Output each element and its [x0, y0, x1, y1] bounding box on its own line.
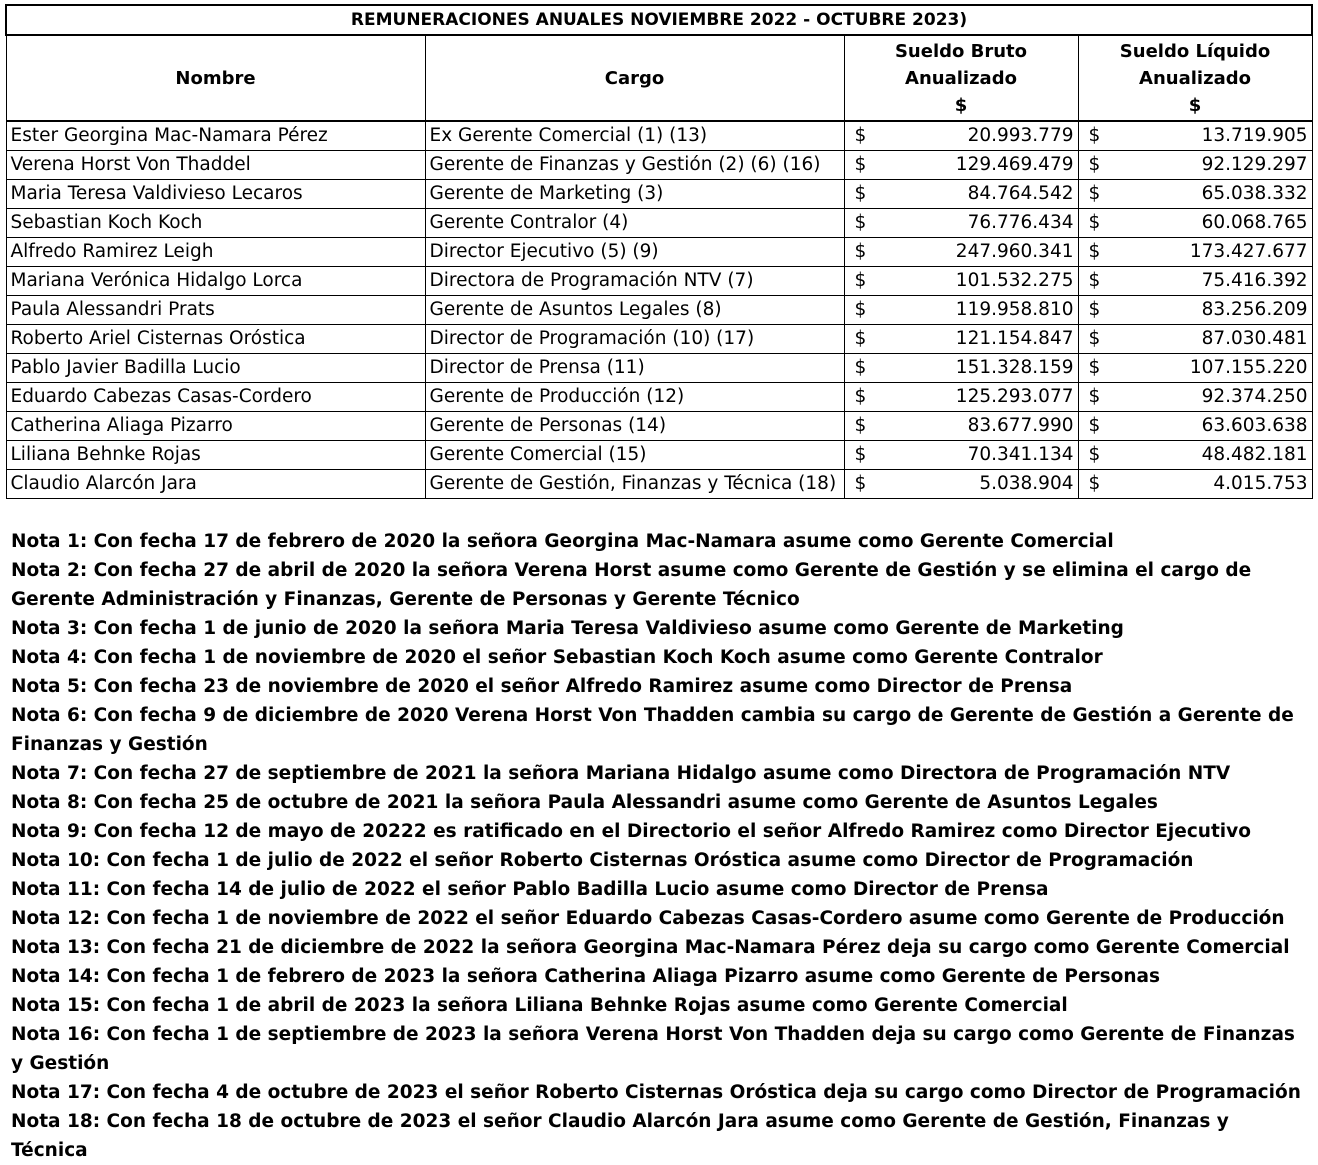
cell-nombre: Sebastian Koch Koch: [6, 209, 425, 238]
header-liquido-line1: Sueldo Líquido: [1119, 40, 1271, 62]
cell-nombre: Maria Teresa Valdivieso Lecaros: [6, 180, 425, 209]
cell-sueldo-liquido: [1078, 354, 1312, 383]
amount-value: 87.030.481: [1201, 328, 1308, 349]
cell-sueldo-bruto: [844, 441, 1078, 470]
amount-value: 119.958.810: [955, 299, 1074, 320]
amount-value: 63.603.638: [1201, 415, 1308, 436]
currency-symbol: $: [1088, 154, 1101, 175]
note-item: Nota 12: Con fecha 1 de noviembre de 2022 el señor Eduardo Cabezas Casas-Cordero asume como Gerente de Producción: [11, 908, 1285, 929]
cell-sueldo-liquido: [1078, 209, 1312, 238]
cell-sueldo-bruto: [844, 412, 1078, 441]
amount-value: 60.068.765: [1201, 212, 1308, 233]
cell-cargo: Gerente de Marketing (3): [425, 180, 844, 209]
table-row: [6, 383, 1312, 412]
amount-value: 101.532.275: [955, 270, 1074, 291]
cell-nombre: Ester Georgina Mac-Namara Pérez: [6, 121, 425, 151]
note-item: Nota 9: Con fecha 12 de mayo de 20222 es ratificado en el Directorio el señor Alfredo Ramirez como Director Ejecutivo: [11, 821, 1251, 842]
cell-sueldo-liquido: [1078, 412, 1312, 441]
note-item: Nota 5: Con fecha 23 de noviembre de 2020 el señor Alfredo Ramirez asume como Director de Prensa: [11, 676, 1073, 697]
currency-symbol: $: [854, 357, 867, 378]
currency-symbol: $: [1088, 183, 1101, 204]
table-row: [6, 121, 1312, 151]
notes-section: [5, 527, 1311, 1165]
cell-cargo: Ex Gerente Comercial (1) (13): [425, 121, 844, 151]
cell-sueldo-liquido: [1078, 151, 1312, 180]
header-bruto-line3: $: [954, 94, 968, 116]
cell-sueldo-bruto: [844, 209, 1078, 238]
header-liquido-line2: Anualizado: [1139, 67, 1251, 89]
note-item: Nota 4: Con fecha 1 de noviembre de 2020 el señor Sebastian Koch Koch asume como Gerente Contralor: [11, 647, 1103, 668]
amount-value: 4.015.753: [1213, 473, 1308, 494]
cell-nombre: Liliana Behnke Rojas: [6, 441, 425, 470]
document: [5, 4, 1311, 1165]
cell-sueldo-liquido: [1078, 325, 1312, 354]
header-bruto-line1: Sueldo Bruto: [894, 40, 1028, 62]
cell-sueldo-bruto: [844, 121, 1078, 151]
note-item: Nota 7: Con fecha 27 de septiembre de 2021 la señora Mariana Hidalgo asume como Directora de Programación NTV: [11, 763, 1231, 784]
cell-sueldo-liquido: [1078, 470, 1312, 499]
cell-cargo: Gerente de Finanzas y Gestión (2) (6) (16): [425, 151, 844, 180]
note-item: Nota 16: Con fecha 1 de septiembre de 2023 la señora Verena Horst Von Thadden deja su cargo como Gerente de Finanzas y Gestión: [11, 1024, 1295, 1074]
note-item: Nota 15: Con fecha 1 de abril de 2023 la señora Liliana Behnke Rojas asume como Gerente Comercial: [11, 995, 1068, 1016]
currency-symbol: $: [854, 212, 867, 233]
amount-value: 129.469.479: [955, 154, 1074, 175]
cell-cargo: Gerente de Gestión, Finanzas y Técnica (18): [425, 470, 844, 499]
currency-symbol: $: [1088, 415, 1101, 436]
amount-value: 92.129.297: [1201, 154, 1308, 175]
table-row: [6, 470, 1312, 499]
cell-cargo: Gerente Contralor (4): [425, 209, 844, 238]
cell-sueldo-liquido: [1078, 180, 1312, 209]
currency-symbol: $: [854, 270, 867, 291]
currency-symbol: $: [854, 241, 867, 262]
cell-cargo: Gerente de Producción (12): [425, 383, 844, 412]
currency-symbol: $: [854, 299, 867, 320]
table-header-row: [6, 35, 1312, 121]
note-item: Nota 13: Con fecha 21 de diciembre de 2022 la señora Georgina Mac-Namara Pérez deja su cargo como Gerente Comercial: [11, 937, 1290, 958]
cell-sueldo-bruto: [844, 296, 1078, 325]
amount-value: 173.427.677: [1189, 241, 1308, 262]
cell-nombre: Paula Alessandri Prats: [6, 296, 425, 325]
amount-value: 121.154.847: [955, 328, 1074, 349]
note-item: Nota 3: Con fecha 1 de junio de 2020 la señora Maria Teresa Valdivieso asume como Gerente de Marketing: [11, 618, 1124, 639]
table-row: [6, 238, 1312, 267]
header-sueldo-bruto: [844, 35, 1078, 121]
cell-nombre: Pablo Javier Badilla Lucio: [6, 354, 425, 383]
cell-sueldo-liquido: [1078, 267, 1312, 296]
currency-symbol: $: [1088, 212, 1101, 233]
currency-symbol: $: [1088, 386, 1101, 407]
cell-nombre: Catherina Aliaga Pizarro: [6, 412, 425, 441]
currency-symbol: $: [1088, 241, 1101, 262]
currency-symbol: $: [854, 415, 867, 436]
table-row: [6, 354, 1312, 383]
cell-sueldo-bruto: [844, 180, 1078, 209]
cell-sueldo-bruto: [844, 470, 1078, 499]
cell-nombre: Mariana Verónica Hidalgo Lorca: [6, 267, 425, 296]
cell-nombre: Claudio Alarcón Jara: [6, 470, 425, 499]
currency-symbol: $: [854, 473, 867, 494]
amount-value: 151.328.159: [955, 357, 1074, 378]
header-nombre: Nombre: [6, 35, 425, 121]
currency-symbol: $: [1088, 444, 1101, 465]
currency-symbol: $: [854, 154, 867, 175]
cell-cargo: Gerente de Personas (14): [425, 412, 844, 441]
amount-value: 70.341.134: [967, 444, 1074, 465]
cell-cargo: Gerente Comercial (15): [425, 441, 844, 470]
note-item: Nota 11: Con fecha 14 de julio de 2022 el señor Pablo Badilla Lucio asume como Director de Prensa: [11, 879, 1049, 900]
note-item: Nota 1: Con fecha 17 de febrero de 2020 la señora Georgina Mac-Namara asume como Gerente Comercial: [11, 531, 1114, 552]
currency-symbol: $: [1088, 357, 1101, 378]
cell-cargo: Director de Programación (10) (17): [425, 325, 844, 354]
cell-cargo: Directora de Programación NTV (7): [425, 267, 844, 296]
cell-sueldo-bruto: [844, 151, 1078, 180]
note-item: Nota 17: Con fecha 4 de octubre de 2023 el señor Roberto Cisternas Oróstica deja su cargo como Director de Programación: [11, 1082, 1301, 1103]
amount-value: 48.482.181: [1201, 444, 1308, 465]
cell-nombre: Alfredo Ramirez Leigh: [6, 238, 425, 267]
currency-symbol: $: [1088, 299, 1101, 320]
currency-symbol: $: [854, 328, 867, 349]
cell-cargo: Gerente de Asuntos Legales (8): [425, 296, 844, 325]
note-item: Nota 6: Con fecha 9 de diciembre de 2020 Verena Horst Von Thadden cambia su cargo de Gerente de Gestión a Gerente de Finanzas y Gestión: [11, 705, 1294, 755]
amount-value: 83.677.990: [967, 415, 1074, 436]
currency-symbol: $: [854, 125, 867, 146]
cell-sueldo-liquido: [1078, 296, 1312, 325]
currency-symbol: $: [1088, 328, 1101, 349]
table-row: [6, 441, 1312, 470]
amount-value: 75.416.392: [1201, 270, 1308, 291]
currency-symbol: $: [1088, 270, 1101, 291]
currency-symbol: $: [1088, 473, 1101, 494]
cell-cargo: Director de Prensa (11): [425, 354, 844, 383]
cell-sueldo-liquido: [1078, 383, 1312, 412]
amount-value: 65.038.332: [1201, 183, 1308, 204]
amount-value: 92.374.250: [1201, 386, 1308, 407]
cell-sueldo-liquido: [1078, 441, 1312, 470]
table-row: [6, 180, 1312, 209]
amount-value: 20.993.779: [967, 125, 1074, 146]
table-row: [6, 412, 1312, 441]
note-item: Nota 2: Con fecha 27 de abril de 2020 la señora Verena Horst asume como Gerente de Gestión y se elimina el cargo de Gerente Administración y Finanzas, Gerente de Personas y Gerente Técnico: [11, 560, 1252, 610]
amount-value: 76.776.434: [967, 212, 1074, 233]
cell-sueldo-liquido: [1078, 121, 1312, 151]
cell-nombre: Verena Horst Von Thaddel: [6, 151, 425, 180]
cell-sueldo-bruto: [844, 383, 1078, 412]
table-row: [6, 151, 1312, 180]
currency-symbol: $: [854, 444, 867, 465]
currency-symbol: $: [854, 386, 867, 407]
amount-value: 125.293.077: [955, 386, 1074, 407]
header-sueldo-liquido: [1078, 35, 1312, 121]
amount-value: 84.764.542: [967, 183, 1074, 204]
header-liquido-line3: $: [1188, 94, 1202, 116]
amount-value: 247.960.341: [955, 241, 1074, 262]
cell-sueldo-bruto: [844, 238, 1078, 267]
table-row: [6, 296, 1312, 325]
header-cargo: Cargo: [425, 35, 844, 121]
table-title: REMUNERACIONES ANUALES NOVIEMBRE 2022 - OCTUBRE 2023): [6, 5, 1312, 35]
note-item: Nota 10: Con fecha 1 de julio de 2022 el señor Roberto Cisternas Oróstica asume como Director de Programación: [11, 850, 1194, 871]
cell-nombre: Roberto Ariel Cisternas Oróstica: [6, 325, 425, 354]
cell-sueldo-bruto: [844, 267, 1078, 296]
amount-value: 13.719.905: [1201, 125, 1308, 146]
note-item: Nota 8: Con fecha 25 de octubre de 2021 la señora Paula Alessandri asume como Gerente de Asuntos Legales: [11, 792, 1158, 813]
cell-sueldo-liquido: [1078, 238, 1312, 267]
note-item: Nota 18: Con fecha 18 de octubre de 2023 el señor Claudio Alarcón Jara asume como Gerente de Gestión, Finanzas y Técnica: [11, 1111, 1229, 1161]
cell-cargo: Director Ejecutivo (5) (9): [425, 238, 844, 267]
header-bruto-line2: Anualizado: [905, 67, 1017, 89]
remuneration-table: [5, 4, 1313, 499]
table-row: [6, 325, 1312, 354]
amount-value: 107.155.220: [1189, 357, 1308, 378]
amount-value: 83.256.209: [1201, 299, 1308, 320]
amount-value: 5.038.904: [979, 473, 1074, 494]
cell-nombre: Eduardo Cabezas Casas-Cordero: [6, 383, 425, 412]
cell-sueldo-bruto: [844, 325, 1078, 354]
currency-symbol: $: [854, 183, 867, 204]
table-row: [6, 267, 1312, 296]
note-item: Nota 14: Con fecha 1 de febrero de 2023 la señora Catherina Aliaga Pizarro asume como Gerente de Personas: [11, 966, 1161, 987]
currency-symbol: $: [1088, 125, 1101, 146]
cell-sueldo-bruto: [844, 354, 1078, 383]
table-row: [6, 209, 1312, 238]
